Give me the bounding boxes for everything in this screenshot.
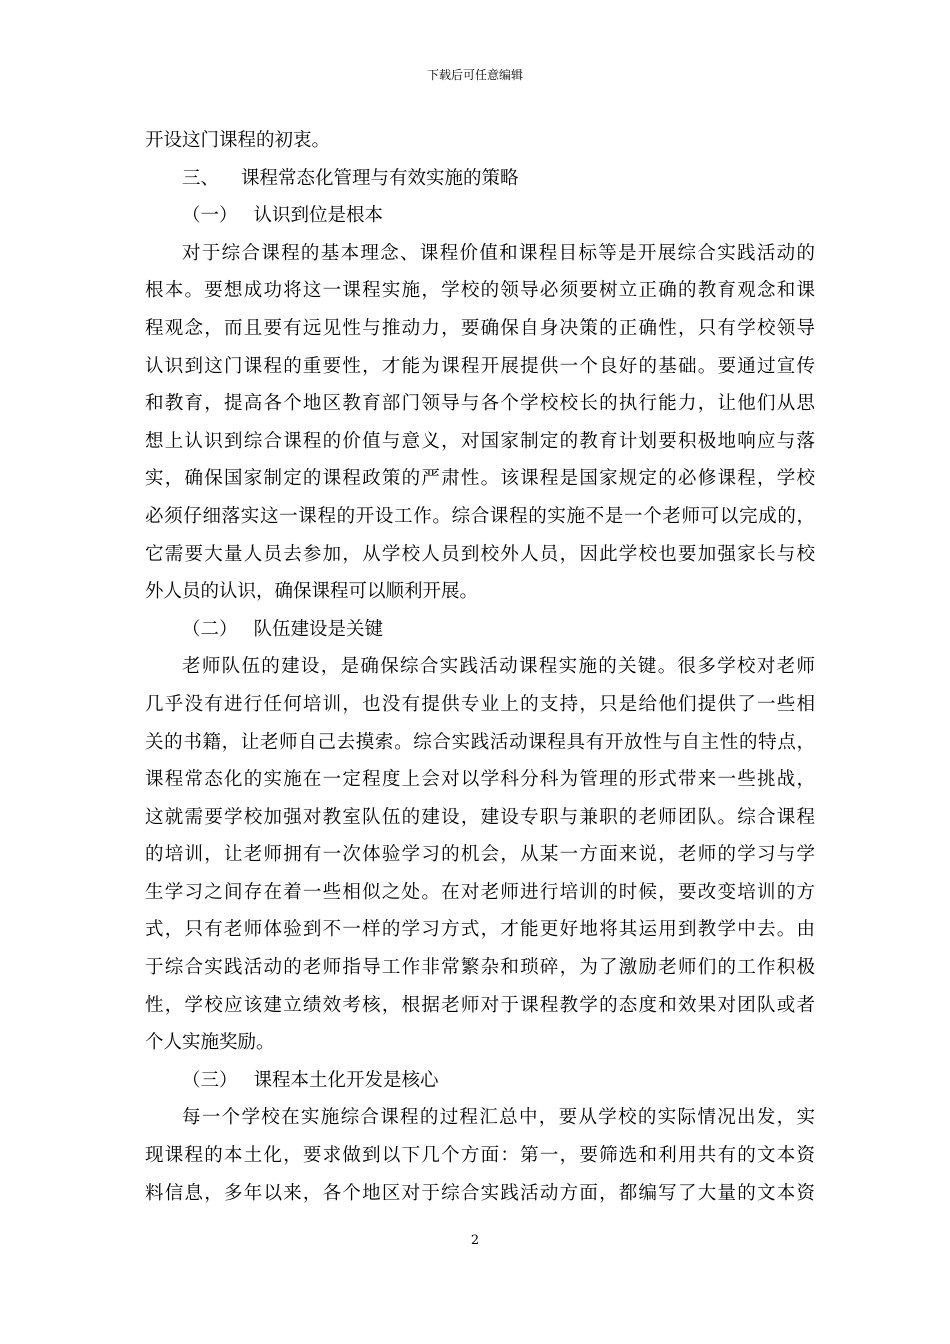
body-line: 个人实施奖励。	[145, 1032, 275, 1054]
body-line: 程观念，而且要有远见性与推动力，要确保自身决策的正确性，只有学校领导	[145, 317, 815, 339]
page-header: 下载后可任意编辑	[426, 68, 523, 82]
paragraph-2	[145, 648, 815, 1062]
section-title: 课程常态化管理与有效实施的策略	[241, 167, 519, 189]
body-line: 想上认识到综合课程的价值与意义，对国家制定的教育计划要积极地响应与落	[145, 430, 815, 452]
section-number: 三、	[182, 167, 220, 189]
subsection-title: 认识到位是根本	[253, 205, 384, 227]
subsection-heading-3	[145, 1062, 815, 1100]
body-line: 认识到这门课程的重要性，才能为课程开展提供一个良好的基础。要通过宣传	[145, 355, 815, 377]
subsection-heading-1	[145, 197, 815, 235]
body-line: 于综合实践活动的老师指导工作非常繁杂和琐碎，为了激励老师们的工作积极	[145, 957, 815, 979]
body-line: 式，只有老师体验到不一样的学习方式，才能更好地将其运用到教学中去。由	[145, 919, 815, 941]
body-line: 老师队伍的建设，是确保综合实践活动课程实施的关键。很多学校对老师	[182, 656, 815, 678]
body-line: 生学习之间存在着一些相似之处。在对老师进行培训的时候，要改变培训的方	[145, 881, 815, 903]
subsection-number: （一）	[182, 205, 238, 227]
subsection-number: （二）	[182, 618, 238, 640]
body-line: 现课程的本土化，要求做到以下几个方面：第一，要筛选和利用共有的文本资	[145, 1145, 815, 1167]
body-line: 这就需要学校加强对教室队伍的建设，建设专职与兼职的老师团队。综合课程	[145, 806, 815, 828]
body-line: 必须仔细落实这一课程的开设工作。综合课程的实施不是一个老师可以完成的，	[145, 505, 815, 527]
body-line: 外人员的认识，确保课程可以顺利开展。	[145, 581, 479, 603]
subsection-title: 队伍建设是关键	[253, 618, 384, 640]
document-body	[145, 122, 815, 1212]
subsection-title: 课程本土化开发是核心	[253, 1069, 439, 1091]
body-line: 开设这门课程的初衷。	[145, 130, 331, 151]
body-line: 实，确保国家制定的课程政策的严肃性。该课程是国家规定的必修课程，学校	[145, 468, 815, 490]
body-line: 它需要大量人员去参加，从学校人员到校外人员，因此学校也要加强家长与校	[145, 543, 815, 565]
body-line: 根本。要想成功将这一课程实施，学校的领导必须要树立正确的教育观念和课	[145, 280, 815, 302]
body-line: 料信息，多年以来，各个地区对于综合实践活动方面，都编写了大量的文本资	[145, 1182, 815, 1204]
body-line: 几乎没有进行任何培训，也没有提供专业上的支持，只是给他们提供了一些相	[145, 693, 815, 715]
subsection-heading-2	[145, 611, 815, 649]
body-line: 关的书籍，让老师自己去摸索。综合实践活动课程具有开放性与自主性的特点，	[145, 731, 815, 753]
paragraph-1	[145, 235, 815, 611]
body-line: 的培训，让老师拥有一次体验学习的机会，从某一方面来说，老师的学习与学	[145, 844, 815, 866]
body-line: 性，学校应该建立绩效考核，根据老师对于课程教学的态度和效果对团队或者	[145, 994, 815, 1016]
paragraph-3	[145, 1099, 815, 1212]
body-line: 对于综合课程的基本理念、课程价值和课程目标等是开展综合实践活动的	[182, 242, 815, 264]
subsection-number: （三）	[182, 1069, 238, 1091]
body-line: 课程常态化的实施在一定程度上会对以学科分科为管理的形式带来一些挑战，	[145, 769, 815, 791]
page-number: 2	[470, 1233, 480, 1248]
section-heading-3	[145, 160, 815, 198]
body-line: 每一个学校在实施综合课程的过程汇总中，要从学校的实际情况出发，实	[182, 1107, 815, 1129]
body-line: 和教育，提高各个地区教育部门领导与各个学校校长的执行能力，让他们从思	[145, 393, 815, 415]
